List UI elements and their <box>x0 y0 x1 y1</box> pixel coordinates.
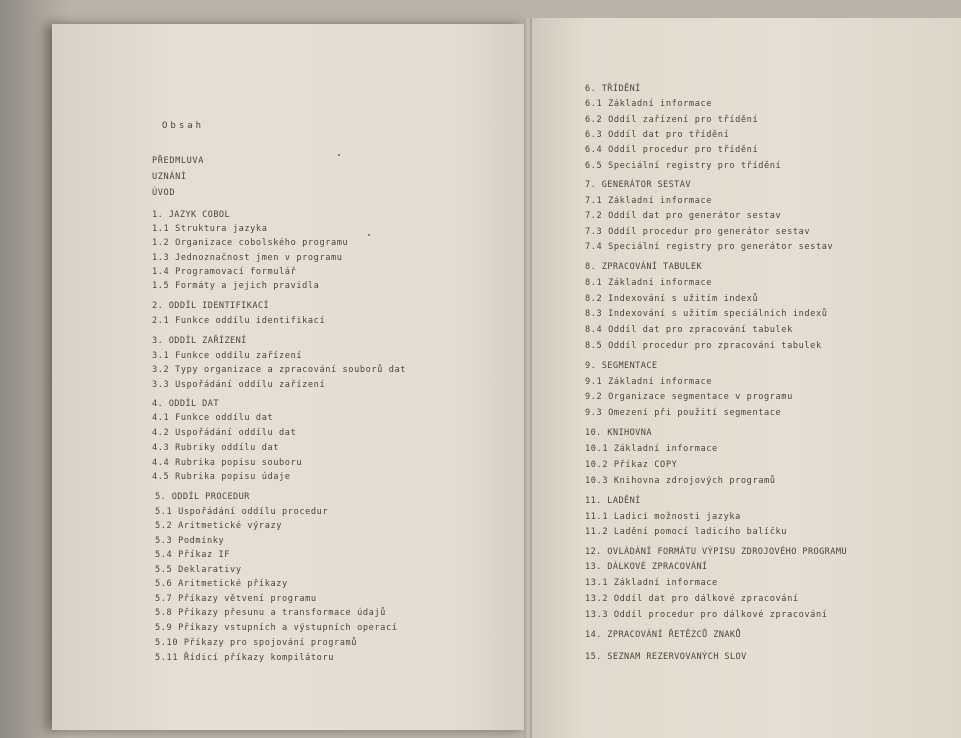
left-toc-entry: 1.1 Struktura jazyka <box>152 224 268 234</box>
right-toc-entry: 14. ZPRACOVÁNÍ ŘETĚZCŮ ZNAKŮ <box>585 630 742 640</box>
left-toc-entry: 3.2 Typy organizace a zpracování souborů dat <box>152 365 407 375</box>
left-toc-entry: 5.5 Deklarativy <box>155 565 242 575</box>
paper-speck <box>338 154 340 156</box>
right-toc-entry: 7.1 Základní informace <box>585 196 713 206</box>
left-toc-entry: 1.3 Jednoznačnost jmen v programu <box>152 253 343 263</box>
paper-speck <box>368 234 370 236</box>
left-toc-entry: 1. JAZYK COBOL <box>152 210 231 220</box>
right-toc-entry: 8.3 Indexování s užitím speciálních indexů <box>585 309 828 319</box>
right-toc-entry: 9.3 Omezení při použití segmentace <box>585 408 782 418</box>
right-toc-entry: 8.1 Základní informace <box>585 278 713 288</box>
left-toc-entry: UZNÁNÍ <box>152 172 187 182</box>
right-toc-entry: 6.5 Speciální registry pro třídění <box>585 161 782 171</box>
right-toc-entry: 10.2 Příkaz COPY <box>585 460 678 470</box>
right-toc-entry: 8. ZPRACOVÁNÍ TABULEK <box>585 262 703 272</box>
right-toc-entry: 13.3 Oddíl procedur pro dálkové zpracování <box>585 610 828 620</box>
right-toc-entry: 9.2 Organizace segmentace v programu <box>585 392 793 402</box>
left-toc-entry: 5.1 Uspořádání oddílu procedur <box>155 507 329 517</box>
right-toc-entry: 8.4 Oddíl dat pro zpracování tabulek <box>585 325 793 335</box>
left-toc-entry: 5.2 Aritmetické výrazy <box>155 521 283 531</box>
left-toc-entry: 5.11 Řídicí příkazy kompilátoru <box>155 653 334 663</box>
right-toc-entry: 9. SEGMENTACE <box>585 361 658 371</box>
left-toc-entry: 5.9 Příkazy vstupních a výstupních operací <box>155 623 398 633</box>
left-toc-entry: 1.2 Organizace cobolského programu <box>152 238 349 248</box>
right-toc-entry: 15. SEZNAM REZERVOVANÝCH SLOV <box>585 652 747 662</box>
right-toc-entry: 10. KNIHOVNA <box>585 428 652 438</box>
left-toc-entry: 3.3 Uspořádání oddílu zařízení <box>152 380 326 390</box>
right-toc-entry: 12. OVLÁDÁNÍ FORMÁTU VÝPISU ZDROJOVÉHO PROGRAMU <box>585 547 847 557</box>
left-toc-entry: 5.7 Příkazy větvení programu <box>155 594 317 604</box>
left-toc-entry: 5.10 Příkazy pro spojování programů <box>155 638 358 648</box>
right-toc-entry: 7.4 Speciální registry pro generátor sestav <box>585 242 834 252</box>
right-toc-entry: 8.2 Indexování s užitím indexů <box>585 294 759 304</box>
right-toc-entry: 7.3 Oddíl procedur pro generátor sestav <box>585 227 811 237</box>
right-toc-entry: 11.1 Ladicí možnosti jazyka <box>585 512 741 522</box>
right-toc-entry: 11.2 Ladění pomocí ladicího balíčku <box>585 527 788 537</box>
right-toc-entry: 6.2 Oddíl zařízení pro třídění <box>585 115 759 125</box>
right-toc-entry: 13.1 Základní informace <box>585 578 718 588</box>
right-toc-entry: 9.1 Základní informace <box>585 377 713 387</box>
left-toc-entry: 5.3 Podmínky <box>155 536 225 546</box>
left-toc-entry: 5.4 Příkaz IF <box>155 550 231 560</box>
right-toc-entry: 7.2 Oddíl dat pro generátor sestav <box>585 211 782 221</box>
left-toc-entry: 5. ODDÍL PROCEDUR <box>155 492 250 502</box>
left-toc-entry: ÚVOD <box>152 188 176 198</box>
left-toc-entry: 2.1 Funkce oddílu identifikací <box>152 316 326 326</box>
right-toc-entry: 8.5 Oddíl procedur pro zpracování tabulek <box>585 341 822 351</box>
right-toc-entry: 6.1 Základní informace <box>585 99 713 109</box>
left-toc-entry: 5.6 Aritmetické příkazy <box>155 579 288 589</box>
left-toc-entry: 1.5 Formáty a jejich pravidla <box>152 281 320 291</box>
left-toc-entry: 4.4 Rubrika popisu souboru <box>152 458 303 468</box>
left-toc-entry: 4.3 Rubriky oddílu dat <box>152 443 280 453</box>
left-toc-entry: 4.2 Uspořádání oddílu dat <box>152 428 297 438</box>
left-toc-entry: 3.1 Funkce oddílu zařízení <box>152 351 303 361</box>
left-toc-entry: 4. ODDÍL DAT <box>152 399 219 409</box>
right-toc-entry: 10.3 Knihovna zdrojových programů <box>585 476 776 486</box>
left-toc-entry: 4.5 Rubrika popisu údaje <box>152 472 291 482</box>
left-toc-entry: 3. ODDÍL ZAŘÍZENÍ <box>152 336 247 346</box>
right-toc-entry: 6. TŘÍDĚNÍ <box>585 84 641 94</box>
right-toc-entry: 11. LADĚNÍ <box>585 496 641 506</box>
right-toc-entry: 6.4 Oddíl procedur pro třídění <box>585 145 759 155</box>
left-toc-entry: PŘEDMLUVA <box>152 156 204 166</box>
left-toc-entry: 5.8 Příkazy přesunu a transformace údajů <box>155 608 386 618</box>
right-toc-entry: 7. GENERÁTOR SESTAV <box>585 180 691 190</box>
right-toc-entry: 13. DÁLKOVÉ ZPRACOVÁNÍ <box>585 562 708 572</box>
right-toc-entry: 13.2 Oddíl dat pro dálkové zpracování <box>585 594 799 604</box>
left-toc-entry: 2. ODDÍL IDENTIFIKACÍ <box>152 301 270 311</box>
contents-title: Obsah <box>162 121 205 131</box>
left-toc-entry: 4.1 Funkce oddílu dat <box>152 413 274 423</box>
right-toc-entry: 6.3 Oddíl dat pro třídění <box>585 130 730 140</box>
book-gutter <box>524 18 532 738</box>
right-toc-entry: 10.1 Základní informace <box>585 444 718 454</box>
left-toc-entry: 1.4 Programovací formulář <box>152 267 297 277</box>
